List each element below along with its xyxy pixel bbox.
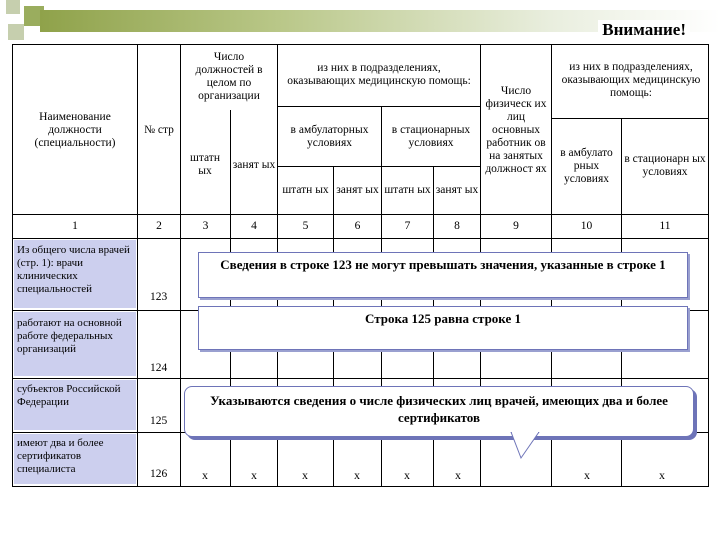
- header-line-number: № стр: [144, 123, 174, 136]
- col-number: 10: [580, 220, 593, 232]
- note-row-125: Строка 125 равна строке 1: [198, 306, 688, 350]
- col-number: 1: [72, 220, 78, 232]
- header-staff: штатн ых: [189, 152, 220, 177]
- row-label-clinical: Из общего числа врачей (стр. 1): врачи клинических специальностей: [17, 244, 130, 295]
- callout-pointer: [505, 432, 545, 462]
- header-occupied-inpatient: занят ых: [435, 183, 479, 196]
- x-mark: x: [251, 468, 257, 482]
- header-outpatient: в амбулаторных условиях: [290, 124, 369, 149]
- row-label-federal: работают на основной работе федеральных организаций: [17, 317, 122, 355]
- header-inpatient: в стационарных условиях: [391, 124, 471, 149]
- col-number: 9: [513, 220, 519, 232]
- header-position-name: Наименование должности (специальности): [34, 110, 116, 149]
- header-positions-total: Число должностей в целом по организации: [195, 51, 263, 102]
- note-row-123: Сведения в строке 123 не могут превышать значения, указанные в строке 1: [198, 252, 688, 298]
- header-occupied: занят ых: [232, 158, 276, 171]
- header-subdivisions: из них в подразделениях, оказывающих медицинскую помощь:: [287, 62, 471, 87]
- col-number: 2: [156, 220, 162, 232]
- row-label-subjects: субъектов Российской Федерации: [17, 383, 121, 408]
- x-mark: x: [354, 468, 360, 482]
- col-number: 3: [202, 220, 209, 232]
- note-certificates: Указываются сведения о числе физических лиц врачей, имеющих два и более сертификатов: [184, 386, 694, 437]
- x-mark: x: [302, 468, 308, 482]
- col-number: 11: [659, 220, 671, 232]
- header-occupied-outpatient: занят ых: [336, 183, 379, 196]
- page-title: Внимание!: [598, 20, 690, 40]
- header-inpatient-persons: в стационарн ых условиях: [624, 153, 706, 178]
- line-number: 124: [150, 362, 168, 374]
- col-number: 7: [404, 220, 411, 232]
- header-staff-inpatient: штатн ых: [384, 183, 431, 196]
- decor-square: [8, 24, 24, 40]
- header-subdivisions-persons: из них в подразделениях, оказывающих медицинскую помощь:: [561, 60, 701, 99]
- header-physical-persons: Число физическ их лиц основных работник ов на занятых должност ях: [485, 84, 547, 175]
- col-number: 4: [251, 220, 257, 232]
- decor-square: [6, 0, 20, 14]
- col-number: 5: [302, 220, 309, 232]
- line-number: 126: [150, 468, 168, 480]
- row-label-certificates: имеют два и более сертификатов специалиста: [17, 437, 104, 475]
- line-number: 123: [150, 291, 168, 303]
- col-number: 8: [454, 220, 460, 232]
- line-number: 125: [150, 415, 168, 427]
- x-mark: x: [584, 468, 590, 482]
- header-outpatient-persons: в амбулато рных условиях: [560, 146, 613, 185]
- col-number: 6: [354, 220, 361, 232]
- x-mark: x: [659, 468, 665, 482]
- x-mark: x: [404, 468, 410, 482]
- x-mark: x: [202, 468, 208, 482]
- header-staff-outpatient: штатн ых: [282, 183, 329, 196]
- x-mark: x: [455, 468, 461, 482]
